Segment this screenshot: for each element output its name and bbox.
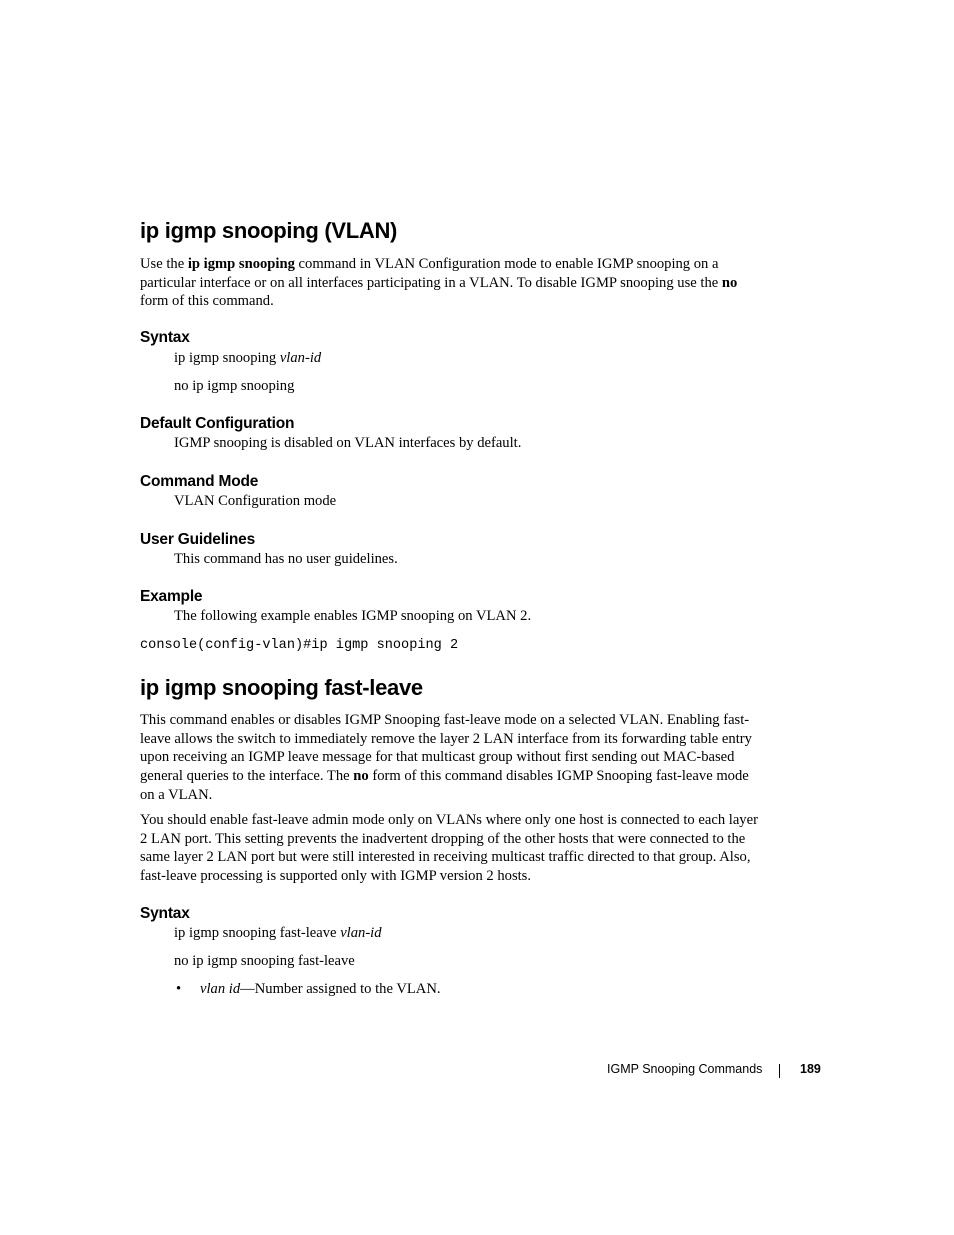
footer-divider: [779, 1064, 780, 1078]
example-code: console(config-vlan)#ip igmp snooping 2: [140, 638, 459, 653]
syntax-command: ip igmp snooping fast-leave: [174, 925, 337, 941]
command-mode-text: VLAN Configuration mode: [174, 493, 337, 509]
page-number: 189: [800, 1062, 821, 1076]
command-mode-heading: Command Mode: [140, 473, 259, 490]
user-guidelines-heading: User Guidelines: [140, 531, 256, 548]
fast-leave-usage-paragraph: You should enable fast-leave admin mode only on VLANs where only one host is connected to each layer 2 LAN port. This setting prevents the inadvertent dropping of the other hosts that were connected to the same layer 2 LAN port but were still interested in receiving multicast traffic directed to that group. Also, fast-leave processing is supported only with IGMP version 2 hosts.: [140, 812, 758, 885]
intro-text: Use the: [140, 256, 188, 272]
example-text: The following example enables IGMP snooping on VLAN 2.: [174, 608, 532, 624]
parameter-term: vlan id: [200, 981, 241, 997]
syntax-heading: Syntax: [140, 329, 190, 346]
default-configuration-heading: Default Configuration: [140, 415, 295, 432]
syntax-argument: vlan-id: [279, 350, 322, 366]
syntax-argument: vlan-id: [340, 925, 382, 941]
footer-chapter-title: IGMP Snooping Commands: [607, 1062, 763, 1076]
paragraph-text: form of this command disables IGMP Snooping fast-leave mode on a VLAN.: [140, 768, 749, 803]
syntax-heading: Syntax: [140, 905, 190, 922]
syntax-no-line: no ip igmp snooping: [174, 378, 295, 394]
default-configuration-text: IGMP snooping is disabled on VLAN interfaces by default.: [174, 435, 522, 451]
paragraph-text: This command enables or disables IGMP Snooping fast-leave mode on a selected VLAN. Enabling fast-leave allows the switch to immediately remove the layer 2 LAN interface from its forwarding table entry upon receiving an IGMP leave message for that multicast group without first sending out MAC-based general queries to the interface. The: [140, 712, 752, 785]
syntax-no-line: no ip igmp snooping fast-leave: [174, 953, 355, 969]
parameter-text: —Number assigned to the VLAN.: [240, 981, 441, 997]
intro-paragraph: [140, 255, 760, 311]
intro-command: ip igmp snooping: [187, 256, 295, 272]
fast-leave-description-paragraph: [140, 711, 760, 805]
bullet-marker: •: [176, 981, 182, 997]
section-title-ip-igmp-snooping-vlan: ip igmp snooping (VLAN): [140, 218, 398, 243]
example-heading: Example: [140, 588, 203, 605]
parameter-description: [200, 981, 441, 998]
syntax-line: [174, 925, 382, 942]
intro-no-keyword: no: [721, 274, 738, 291]
syntax-line: [174, 350, 321, 367]
user-guidelines-text: This command has no user guidelines.: [174, 551, 398, 567]
syntax-command: ip igmp snooping: [174, 350, 277, 366]
intro-text: form of this command.: [140, 293, 274, 310]
intro-text: command in VLAN Configuration mode to enable IGMP snooping on a particular interface or on all interfaces participating in a VLAN. To disable IGMP snooping use the: [140, 256, 722, 291]
no-keyword: no: [353, 768, 369, 785]
section-title-ip-igmp-snooping-fast-leave: ip igmp snooping fast-leave: [140, 675, 423, 700]
